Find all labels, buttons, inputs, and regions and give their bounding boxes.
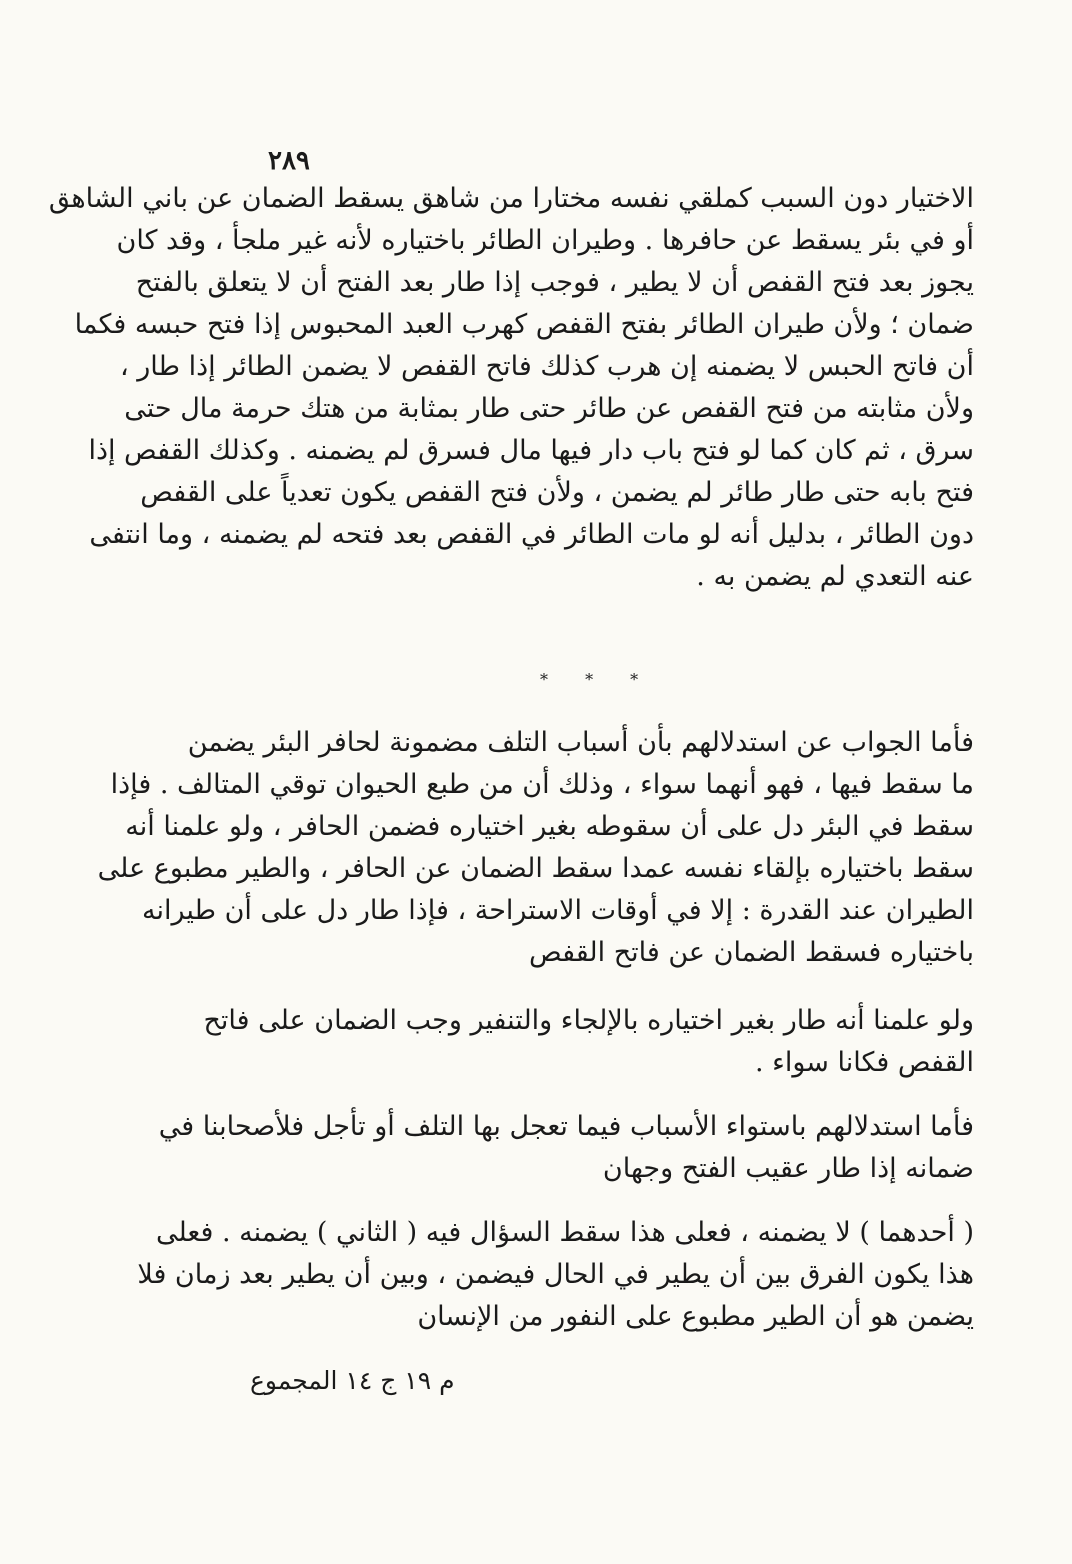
text-line: فتح بابه حتى طار طائر لم يضمن ، ولأن فتح القفص يكون تعدياً على القفص — [140, 477, 974, 508]
paragraph-1 — [48, 178, 974, 598]
text-line: دون الطائر ، بدليل أنه لو مات الطائر في القفص بعد فتحه لم يضمنه ، وما انتفى — [89, 519, 974, 550]
text-line: سرق ، ثم كان كما لو فتح باب دار فيها مال فسرق لم يضمنه . وكذلك القفص إذا — [88, 435, 974, 466]
paragraph-2 — [97, 722, 974, 974]
text-line: يجوز بعد فتح القفص أن لا يطير ، فوجب إذا طار بعد الفتح أن لا يتعلق بالفتح — [135, 267, 974, 298]
paragraph-4 — [158, 1106, 974, 1190]
paragraph-3 — [203, 1000, 974, 1084]
text-line: هذا يكون الفرق بين أن يطير في الحال فيضمن ، وبين أن يطير بعد زمان فلا — [137, 1259, 974, 1290]
text-line: الاختيار دون السبب كملقي نفسه مختارا من شاهق يسقط الضمان عن باني الشاهق — [48, 183, 974, 214]
text-line: ولو علمنا أنه طار بغير اختياره بالإلجاء والتنفير وجب الضمان على فاتح — [203, 1005, 974, 1036]
section-separator: * * * — [540, 670, 655, 689]
text-line: أو في بئر يسقط عن حافرها . وطيران الطائر باختياره لأنه غير ملجأ ، وقد كان — [116, 225, 974, 256]
text-line: سقط في البئر دل على أن سقوطه بغير اختياره فضمن الحافر ، ولو علمنا أنه — [125, 811, 974, 842]
text-line: الطيران عند القدرة : إلا في أوقات الاستراحة ، فإذا طار دل على أن طيرانه — [142, 895, 974, 926]
text-line: سقط باختياره بإلقاء نفسه عمدا سقط الضمان عن الحافر ، والطير مطبوع على — [97, 853, 974, 884]
page-footer: م ١٩ ج ١٤ المجموع — [250, 1366, 455, 1395]
paragraph-5 — [137, 1212, 974, 1338]
text-line: ولأن مثابته من فتح القفص عن طائر حتى طار بمثابة من هتك حرمة مال حتى — [124, 393, 974, 424]
text-line: باختياره فسقط الضمان عن فاتح القفص — [529, 937, 974, 968]
text-line: ضمان ؛ ولأن طيران الطائر بفتح القفص كهرب العبد المحبوس إذا فتح حبسه فكما — [74, 309, 974, 340]
text-line: عنه التعدي لم يضمن به . — [696, 561, 974, 592]
page-number: ٢٨٩ — [268, 146, 310, 176]
text-line: القفص فكانا سواء . — [754, 1047, 974, 1078]
text-line: ما سقط فيها ، فهو أنهما سواء ، وذلك أن من طبع الحيوان توقي المتالف . فإذا — [110, 769, 974, 800]
text-line: أن فاتح الحبس لا يضمنه إن هرب كذلك فاتح القفص لا يضمن الطائر إذا طار ، — [119, 351, 974, 382]
text-line: فأما استدلالهم باستواء الأسباب فيما تعجل بها التلف أو تأجل فلأصحابنا في — [158, 1111, 974, 1142]
text-line: يضمن هو أن الطير مطبوع على النفور من الإنسان — [417, 1301, 974, 1332]
text-line: ( أحدهما ) لا يضمنه ، فعلى هذا سقط السؤال فيه ( الثاني ) يضمنه . فعلى — [155, 1217, 974, 1248]
text-line: ضمانه إذا طار عقيب الفتح وجهان — [602, 1153, 974, 1184]
text-line: فأما الجواب عن استدلالهم بأن أسباب التلف مضمونة لحافر البئر يضمن — [187, 727, 974, 758]
